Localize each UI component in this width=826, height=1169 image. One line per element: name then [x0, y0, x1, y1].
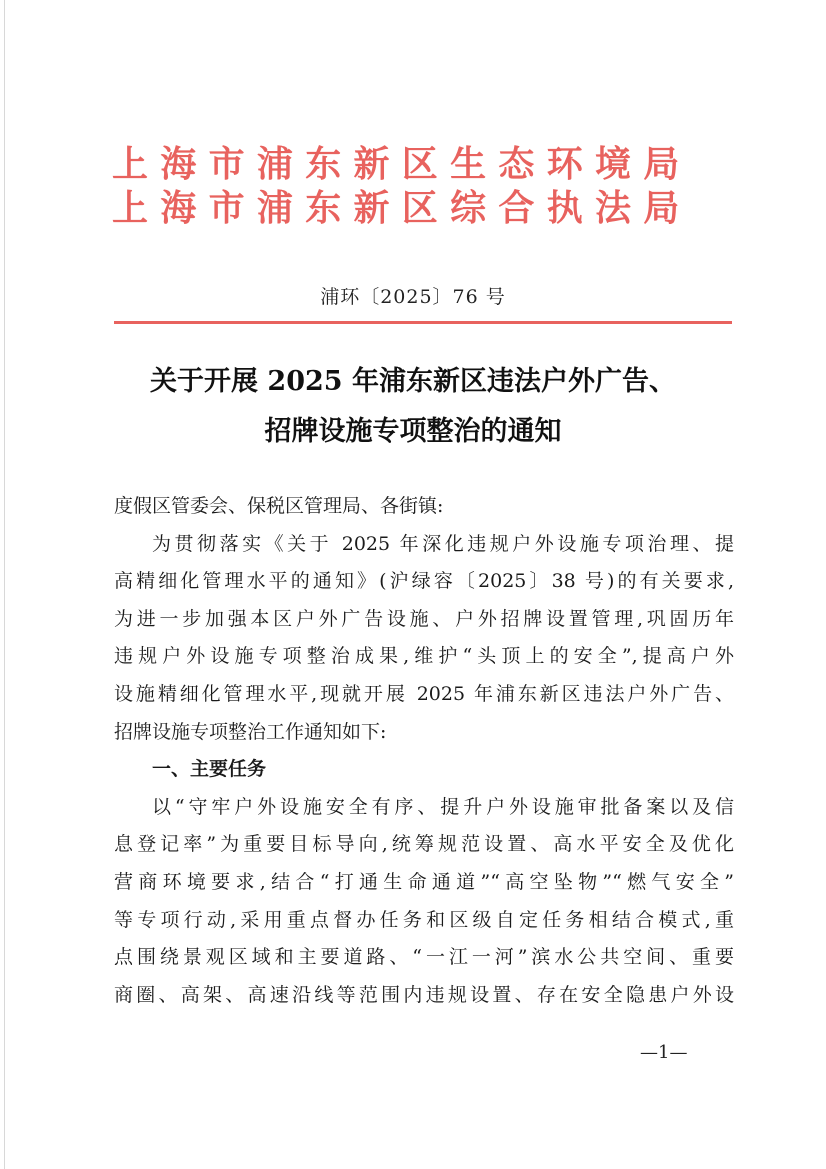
- recipients-line: 度假区管委会、保税区管理局、各街镇:: [114, 495, 444, 517]
- document-number: 浦环〔2025〕76 号: [320, 286, 506, 308]
- paragraph-1-line: 设施精细化管理水平,现就开展 2025 年浦东新区违法户外广告、: [114, 682, 734, 705]
- document-title-line-2: 招牌设施专项整治的通知: [264, 416, 562, 447]
- paragraph-1-line: 招牌设施专项整治工作通知如下:: [114, 720, 387, 743]
- document-title-line-1: 关于开展 2025 年浦东新区违法户外广告、: [150, 366, 676, 397]
- paragraph-2-line: 点围绕景观区域和主要道路、“一江一河”滨水公共空间、重要: [114, 946, 734, 969]
- issuing-agency-2: 上海市浦东新区综合执法局: [112, 187, 692, 229]
- issuing-agency-1: 上海市浦东新区生态环境局: [112, 143, 692, 185]
- paragraph-2-line: 息登记率”为重要目标导向,统筹规范设置、高水平安全及优化: [114, 833, 734, 856]
- section-heading: 一、主要任务: [152, 758, 267, 781]
- paragraph-2-line: 以“守牢户外设施安全有序、提升户外设施审批备案以及信: [152, 795, 734, 818]
- paragraph-2-line: 营商环境要求,结合“打通生命通道”“高空坠物”“燃气安全”: [114, 870, 734, 893]
- paragraph-1-line: 为进一步加强本区户外广告设施、户外招牌设置管理,巩固历年: [114, 607, 734, 630]
- paragraph-1-line: 高精细化管理水平的通知》(沪绿容〔2025〕38 号)的有关要求,: [114, 570, 734, 593]
- paragraph-2-line: 商圈、高架、高速沿线等范围内违规设置、存在安全隐患户外设: [114, 983, 734, 1006]
- paragraph-2-line: 等专项行动,采用重点督办任务和区级自定任务相结合模式,重: [114, 908, 734, 931]
- paragraph-1-line: 违规户外设施专项整治成果,维护“头顶上的安全”,提高户外: [114, 645, 734, 668]
- paragraph-1-line: 为贯彻落实《关于 2025 年深化违规户外设施专项治理、提: [152, 532, 734, 555]
- red-divider-line: [114, 321, 732, 324]
- page-number: —1—: [640, 1042, 688, 1063]
- document-body: [114, 488, 734, 1014]
